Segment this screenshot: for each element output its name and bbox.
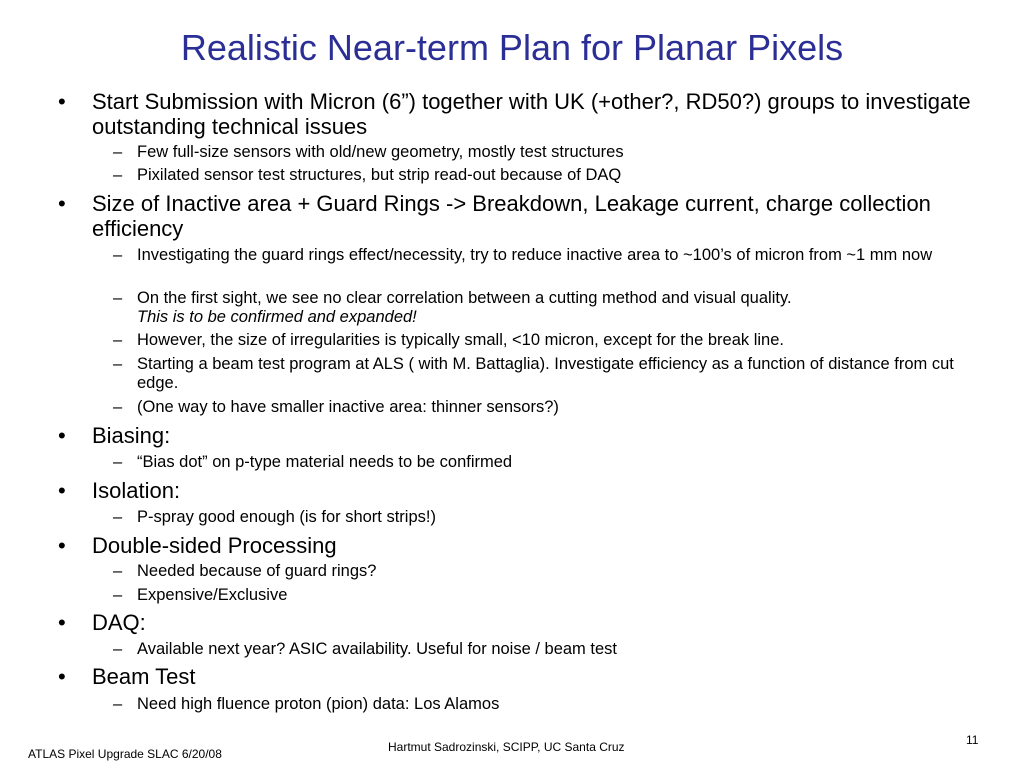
sub-bullet-text: (One way to have smaller inactive area: thinner sensors?): [137, 398, 559, 416]
bullet-item: [58, 423, 972, 448]
sub-bullet-text: On the first sight, we see no clear correlation between a cutting method and visual quality.: [137, 289, 792, 307]
dash-icon: –: [113, 355, 123, 373]
footer-left: ATLAS Pixel Upgrade SLAC 6/20/08: [28, 747, 222, 761]
sub-bullet-text: Needed because of guard rings?: [137, 562, 377, 580]
sub-bullet-item: [113, 640, 957, 659]
sub-bullet-text: “Bias dot” on p-type material needs to be confirmed: [137, 453, 513, 471]
sub-bullet-text: Starting a beam test program at ALS ( with M. Battaglia). Investigate efficiency as a function of distance from cut edge.: [137, 355, 954, 392]
sub-bullet-item: [113, 562, 957, 581]
dash-icon: –: [113, 331, 123, 349]
sub-bullet-text: However, the size of irregularities is typically small, <10 micron, except for the break line.: [137, 331, 784, 349]
bullet-item: [58, 89, 972, 139]
slide-title: Realistic Near-term Plan for Planar Pixels: [180, 27, 844, 68]
bullet-dot-icon: •: [58, 191, 66, 216]
sub-bullet-text: Investigating the guard rings effect/necessity, try to reduce inactive area to ~100’s of micron from ~1 mm now: [137, 246, 933, 264]
sub-bullet-item: [113, 143, 957, 162]
bullet-text: Isolation:: [92, 478, 181, 503]
dash-icon: –: [113, 289, 123, 307]
bullet-text: DAQ:: [92, 610, 146, 635]
sub-bullet-text: Available next year? ASIC availability. Useful for noise / beam test: [137, 640, 617, 658]
bullet-text: Double-sided Processing: [92, 533, 337, 558]
sub-bullet-text: Expensive/Exclusive: [137, 586, 288, 604]
sub-bullet-item: [113, 695, 957, 714]
dash-icon: –: [113, 640, 123, 658]
sub-bullet-item: [113, 331, 957, 350]
bullet-dot-icon: •: [58, 664, 66, 689]
bullet-item: [58, 533, 972, 558]
sub-bullet-item: [113, 355, 957, 393]
bullet-dot-icon: •: [58, 533, 66, 558]
dash-icon: –: [113, 143, 123, 161]
bullet-item: [58, 664, 972, 689]
sub-bullet-emphasis: This is to be confirmed and expanded!: [137, 308, 417, 326]
dash-icon: –: [113, 508, 123, 526]
bullet-text: Start Submission with Micron (6”) together with UK (+other?, RD50?) groups to investigate outstanding technical issues: [92, 89, 971, 139]
sub-bullet-item: [113, 166, 957, 185]
sub-bullet-text: Few full-size sensors with old/new geometry, mostly test structures: [137, 143, 624, 161]
bullet-dot-icon: •: [58, 89, 66, 114]
bullet-text: Beam Test: [92, 664, 196, 689]
dash-icon: –: [113, 586, 123, 604]
sub-bullet-item: [113, 586, 957, 605]
bullet-item: [58, 610, 972, 635]
bullet-dot-icon: •: [58, 610, 66, 635]
sub-bullet-text: Pixilated sensor test structures, but strip read-out because of DAQ: [137, 166, 622, 184]
sub-bullet-text: Need high fluence proton (pion) data: Los Alamos: [137, 695, 500, 713]
sub-bullet-item: [113, 508, 957, 527]
bullet-dot-icon: •: [58, 423, 66, 448]
bullet-text: Biasing:: [92, 423, 171, 448]
bullet-text: Size of Inactive area + Guard Rings -> Breakdown, Leakage current, charge collection efficiency: [92, 191, 931, 241]
page-number: 11: [966, 733, 979, 747]
dash-icon: –: [113, 695, 123, 713]
sub-bullet-text: P-spray good enough (is for short strips!): [137, 508, 436, 526]
dash-icon: –: [113, 562, 123, 580]
sub-bullet-item: [113, 398, 957, 417]
sub-bullet-item: [113, 289, 957, 327]
bullet-item: [58, 478, 972, 503]
dash-icon: –: [113, 398, 123, 416]
sub-bullet-item: [113, 246, 957, 265]
bullet-item: [58, 191, 972, 241]
dash-icon: –: [113, 246, 123, 264]
bullet-dot-icon: •: [58, 478, 66, 503]
dash-icon: –: [113, 166, 123, 184]
dash-icon: –: [113, 453, 123, 471]
sub-bullet-item: [113, 453, 957, 472]
footer-center: Hartmut Sadrozinski, SCIPP, UC Santa Cruz: [388, 740, 625, 754]
